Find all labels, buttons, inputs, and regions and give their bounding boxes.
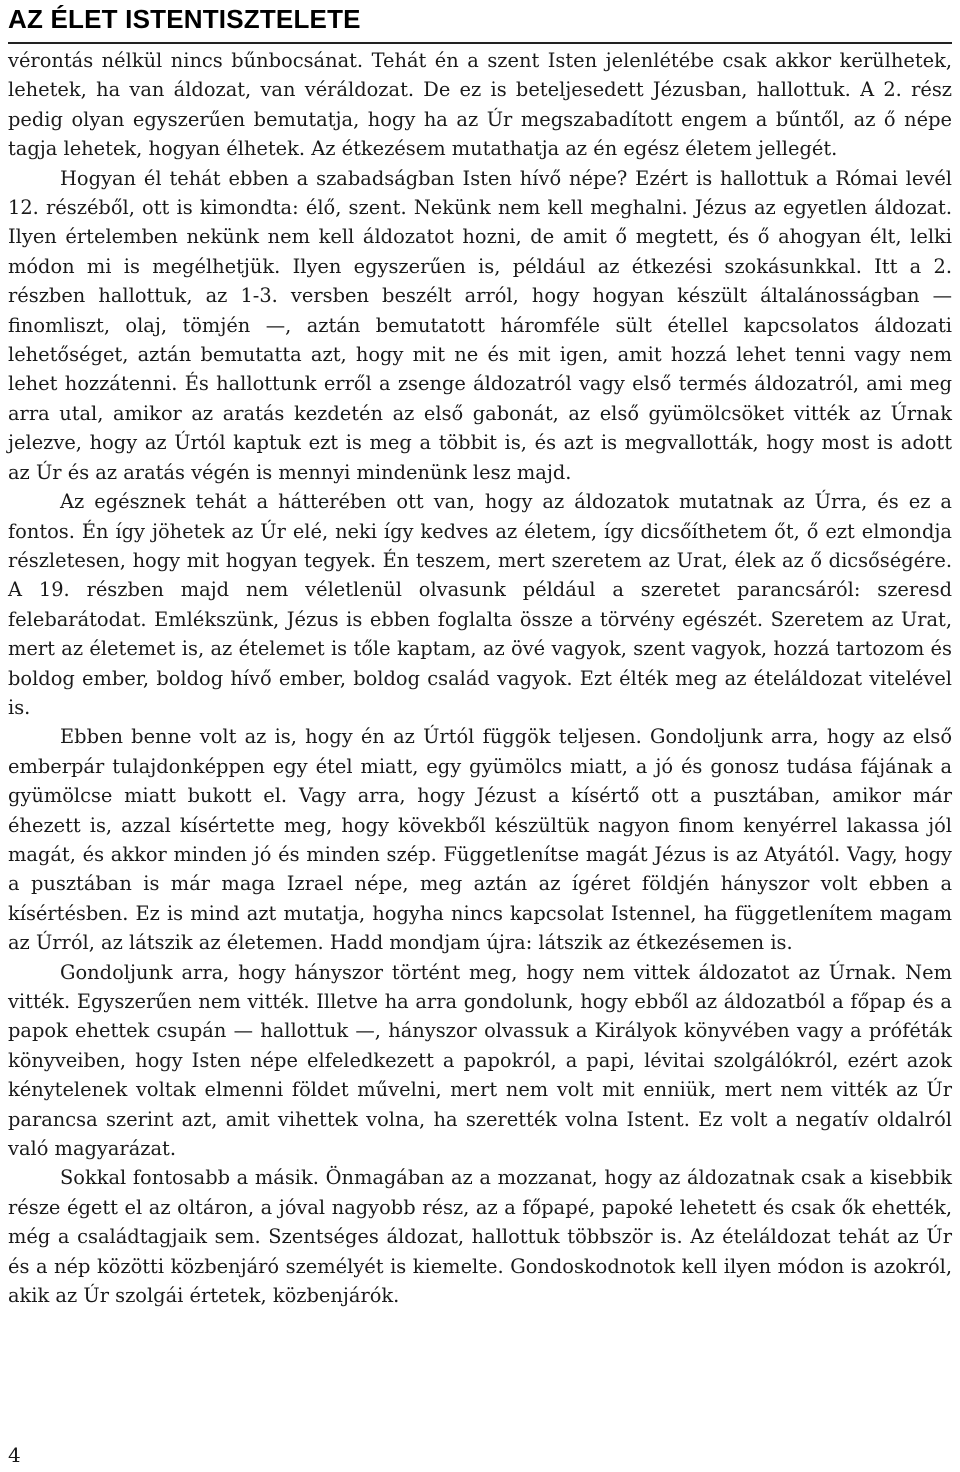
running-header (8, 0, 952, 44)
running-header-title: AZ ÉLET ISTENTISZTELETE (8, 4, 361, 34)
paragraph: Az egésznek tehát a hátterében ott van, hogy az áldozatok mutatnak az Úrra, és ez a fontos. Én így jöhetek az Úr elé, neki így kedves az életem, így dicsőíthetem őt, ő ezt elmondja részletesen, hogy mit hogyan tegyek. Én teszem, mert szeretem az Urat, élek az ő dicsőségére. A 19. részben majd nem véletlenül olvasunk például a szeretet parancsáról: szeresd felebarátodat. Emlékszünk, Jézus is ebben foglalta össze a törvény egészét. Szeretem az Urat, mert az életemet is, az ételemet is tőle kaptam, az övé vagyok, szent vagyok, hozzá tartozom és boldog ember, boldog hívő ember, boldog család vagyok. Ezt élték meg az ételáldozat vitelével is. (8, 490, 952, 719)
body-text (8, 46, 952, 1310)
paragraph: Ebben benne volt az is, hogy én az Úrtól függök teljesen. Gondoljunk arra, hogy az első emberpár tulajdonképpen egy étel miatt, egy gyümölcs miatt, a jó és gonosz tudása fájának a gyümölcse miatt bukott el. Vagy arra, hogy Jézust a kísértő ott a pusztában, amikor már éhezett is, azzal kísértette meg, hogy kövekből készültük nagyon finom kenyérrel lakassa jól magát, és akkor minden jó és minden szép. Függetlenítse magát Jézus is az Atyától. Vagy, hogy a pusztában is már maga Izrael népe, meg aztán az ígéret földjén hányszor volt ebben a kísértésben. Ez is mind azt mutatja, hogyha nincs kapcsolat Istennel, ha függetlenítem magam az Úrról, az látszik az életemen. Hadd mondjam újra: látszik az étkezésemen is. (8, 725, 952, 955)
page-number: 4 (8, 1443, 21, 1467)
paragraph: vérontás nélkül nincs bűnbocsánat. Tehát én a szent Isten jelenlétébe csak akkor kerülhetek, lehetek, ha van áldozat, van véráldozat. De ez is beteljesedett Jézusban, hallottuk. A 2. rész pedig olyan egyszerűen bemutatja, hogy ha az Úr megszabadított engem a bűntől, az ő népe tagja lehetek, hogyan élhetek. Az étkezésem mutathatja az én egész életem jellegét. (8, 49, 952, 161)
paragraph: Hogyan él tehát ebben a szabadságban Isten hívő népe? Ezért is hallottuk a Római levél 12. részéből, ott is kimondta: élő, szent. Nekünk nem kell meghalni. Jézus az egyetlen áldozat. Ilyen értelemben nekünk nem kell áldozatot hozni, de amit ő megtett, és ő ahogyan élt, lelki módon mi is megélhetjük. Ilyen egyszerűen is, például az étkezési szokásunkkal. Itt a 2. részben hallottuk, az 1-3. versben beszélt arról, hogy hogyan készült általánosságban — finomliszt, olaj, tömjén —, aztán bemutatott háromféle sült étellel kapcsolatos áldozati lehetőséget, aztán bemutatta azt, hogy mit ne és mit igen, amit hozzá lehet tenni vagy nem lehet hozzátenni. És hallottunk erről a zsenge áldozatról vagy első termés áldozatról, ami meg arra utal, amikor az aratás kezdetén az első gabonát, az első gyümölcsöket vitték az Úrnak jelezve, hogy az Úrtól kaptuk ezt is meg a többit is, és azt is megvallották, hogy most is adott az Úr és az aratás végén is mennyi mindenünk lesz majd. (8, 166, 952, 484)
paragraph: Gondoljunk arra, hogy hányszor történt meg, hogy nem vittek áldozatot az Úrnak. Nem vitték. Egyszerűen nem vitték. Illetve ha arra gondolunk, hogy ebből az áldozatból a főpap és a papok ehettek csupán — hallottuk —, hányszor olvassuk a Királyok könyvében vagy a próféták könyveiben, hogy Isten népe elfeledkezett a papokról, a papi, lévitai szolgálókról, ezért azok kénytelenek voltak elmenni földet művelni, mert nem volt mit enniük, mert nem vitték az Úr parancsa szerint azt, amit vihettek volna, ha szerették volna Istent. Ez volt a negatív oldalról való magyarázat. (8, 960, 952, 1161)
paragraph: Sokkal fontosabb a másik. Önmagában az a mozzanat, hogy az áldozatnak csak a kisebbik része égett el az oltáron, a jóval nagyobb rész, az a főpapé, papoké lehetett és csak ők ehették, még a családtagjaik sem. Szentséges áldozat, hallottuk többször is. Az ételáldozat tehát az Úr és a nép közötti közbenjáró személyét is kiemelte. Gondoskodnotok kell ilyen módon is azokról, akik az Úr szolgái értetek, közbenjárók. (8, 1166, 952, 1308)
